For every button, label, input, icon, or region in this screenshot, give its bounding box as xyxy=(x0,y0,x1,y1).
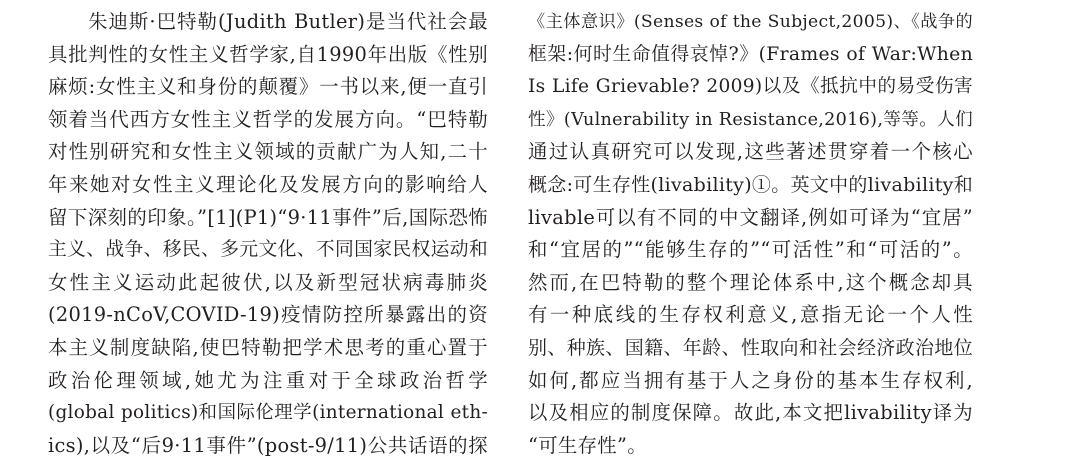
text-line: ics),以及“后9·11事件”(post-9/11)公共话语的探 xyxy=(48,433,488,457)
text-line: (global politics)和国际伦理学(international eth- xyxy=(48,402,488,424)
text-line: 框架:何时生命值得哀悼?》(Frames of War:When xyxy=(528,43,973,65)
text-line: livable可以有不同的中文翻译,例如可译为“宜居” xyxy=(528,205,973,229)
text-line: 主义、战争、移民、多元文化、不同国家民权运动和 xyxy=(48,239,488,261)
text-line: 以及相应的制度保障。故此,本文把livability译为 xyxy=(528,401,973,425)
text-line: 《主体意识》(Senses of the Subject,2005)、《战争的 xyxy=(528,12,973,32)
text-line: 具批判性的女性主义哲学家,自1990年出版《性别 xyxy=(48,42,488,66)
text-line: 概念:可生存性(livability)①。英文中的livability和 xyxy=(528,173,973,196)
text-line: (2019-nCoV,COVID-19)疫情防控所暴露出的资 xyxy=(48,303,488,327)
text-line: 通过认真研究可以发现,这些著述贯穿着一个核心 xyxy=(528,140,973,164)
text-line: 朱迪斯·巴特勒(Judith Butler)是当代社会最 xyxy=(88,10,488,33)
text-line: 年来她对女性主义理论化及发展方向的影响给人 xyxy=(48,172,488,196)
text-line: 和“宜居的”“能够生存的”“可活性”和“可活的”。 xyxy=(528,238,973,262)
text-line: 如何,都应当拥有基于人之身份的基本生存权利, xyxy=(528,368,973,392)
right-text-column xyxy=(528,6,973,462)
text-line: 麻烦:女性主义和身份的颠覆》一书以来,便一直引 xyxy=(48,75,488,99)
text-line: Is Life Grievable? 2009)以及《抵抗中的易受伤害 xyxy=(528,76,973,98)
text-line: 女性主义运动此起彼伏,以及新型冠状病毒肺炎 xyxy=(48,270,488,294)
text-line: 有一种底线的生存权利意义,意指无论一个人性 xyxy=(528,303,973,327)
text-line: 本主义制度缺陷,使巴特勒把学术思考的重心置于 xyxy=(48,335,488,359)
text-line: 留下深刻的印象。”[1](P1)“9·11事件”后,国际恐怖 xyxy=(48,205,488,229)
text-line: 对性别研究和女性主义领域的贡献广为人知,二十 xyxy=(48,140,488,164)
text-line: 性》(Vulnerability in Resistance,2016),等等。人们 xyxy=(528,109,973,130)
text-line: “可生存性”。 xyxy=(528,433,647,457)
left-text-column xyxy=(48,6,488,462)
text-line: 别、种族、国籍、年龄、性取向和社会经济政治地位 xyxy=(528,336,973,359)
text-line: 领着当代西方女性主义哲学的发展方向。“巴特勒 xyxy=(48,107,488,131)
text-line: 然而,在巴特勒的整个理论体系中,这个概念却具 xyxy=(528,270,973,294)
text-line: 政治伦理领域,她尤为注重对于全球政治哲学 xyxy=(48,368,488,392)
